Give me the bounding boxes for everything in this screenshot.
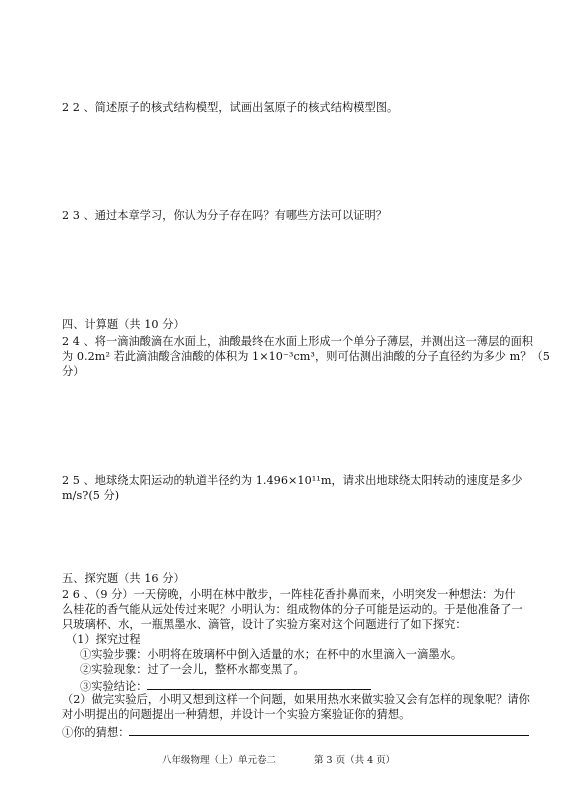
footer-page-number: 第 3 页（共 4 页） bbox=[314, 755, 396, 766]
question-24-line-1: 2 4 、将一滴油酸滴在水面上，油酸最终在水面上形成一个单分子薄层，并测出这一薄层的面积 bbox=[62, 335, 534, 348]
footer-course: 八年级物理（上）单元卷二 bbox=[162, 755, 277, 766]
guess-answer-line[interactable] bbox=[129, 724, 529, 736]
question-25-line-1: 2 5 、地球绕太阳运动的轨道半径约为 1.496×10¹¹m，请求出地球绕太阳转动的速度是多少 bbox=[62, 474, 523, 487]
question-23: 2 3 、通过本章学习，你认为分子存在吗？有哪些方法可以证明？ bbox=[62, 209, 387, 222]
question-24-line-2: 为 0.2m² 若此滴油酸含油酸的体积为 1×10⁻³cm³，则可估测出油酸的分子直径约为多少 m？（5 bbox=[62, 350, 550, 363]
question-26-step-1: ①实验步骤：小明将在玻璃杯中倒入适量的水；在杯中的水里滴入一滴墨水。 bbox=[80, 648, 463, 661]
question-26-guess bbox=[62, 724, 529, 740]
guess-label: ①你的猜想： bbox=[62, 726, 130, 739]
question-26-part-2-line-2: 对小明提出的问题提出一种猜想，并设计一个实验方案验证你的猜想。 bbox=[62, 708, 411, 721]
question-26-line-3: 只玻璃杯、水，一瓶黑墨水、滴管，设计了实验方案对这个问题进行了如下探究： bbox=[62, 618, 467, 631]
question-26-step-3 bbox=[80, 678, 371, 694]
section-4-heading: 四、计算题（共 10 分） bbox=[62, 318, 185, 331]
question-22: 2 2 、简述原子的核式结构模型，试画出氢原子的核式结构模型图。 bbox=[62, 101, 399, 114]
question-26-part-2-line-1: （2）做完实验后，小明又想到这样一个问题，如果用热水来做实验又会有怎样的现象呢？请你 bbox=[62, 693, 530, 706]
conclusion-label: ③实验结论： bbox=[80, 680, 148, 693]
question-26-part-1: （1）探究过程 bbox=[66, 633, 141, 646]
question-25-line-2: m/s?(5 分) bbox=[62, 489, 120, 502]
question-26-line-2: 么桂花的香气能从远处传过来呢？小明认为：组成物体的分子可能是运动的。于是他准备了一 bbox=[62, 603, 523, 616]
conclusion-answer-line[interactable] bbox=[147, 678, 371, 690]
question-26-line-1: 2 6 、（9 分）一天傍晚，小明在林中散步，一阵桂花香扑鼻而来，小明突发一种想法：为什 bbox=[62, 588, 516, 601]
question-24-line-3: 分） bbox=[62, 365, 85, 378]
question-26-step-2: ②实验现象：过了一会儿，整杯水都变黑了。 bbox=[80, 663, 305, 676]
section-5-heading: 五、探究题（共 16 分） bbox=[62, 572, 185, 585]
